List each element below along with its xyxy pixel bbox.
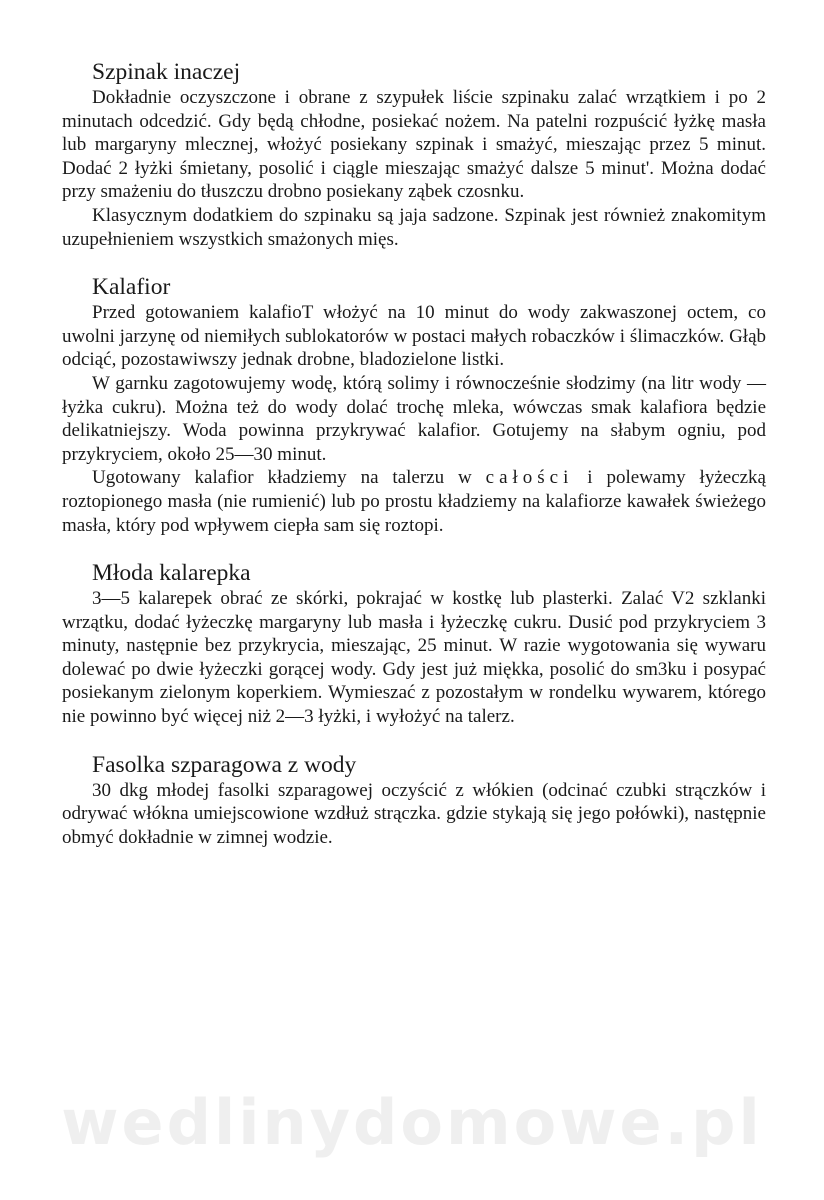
section-kalarepka xyxy=(62,559,766,729)
section-fasolka xyxy=(62,751,766,850)
paragraph: Przed gotowaniem kalafioT włożyć na 10 minut do wody zakwaszonej octem, co uwolni jarzynę od niemiłych sublokatorów w postaci małych robaczków i ślimaczków. Głąb odciąć, pozostawiwszy jednak drobne, bladozielone listki. xyxy=(62,302,766,371)
spaced-emphasis: całości xyxy=(485,467,574,489)
paragraph-with-emphasis xyxy=(62,466,766,537)
section-szpinak xyxy=(62,58,766,251)
paragraph-text-after: i polewamy łyżeczką roztopionego masła (nie rumienić) lub po prostu kładziemy na kalafiorze kawałek świeżego masła, który pod wpływem ciepła sam się roztopi. xyxy=(62,467,766,536)
section-title: Szpinak inaczej xyxy=(92,59,241,85)
section-title: Fasolka szparagowa z wody xyxy=(92,751,357,778)
paragraph: Klasycznym dodatkiem do szpinaku są jaja sadzone. Szpinak jest również znakomitym uzupełnieniem wszystkich smażonych mięs. xyxy=(62,204,766,250)
document-page xyxy=(62,58,766,871)
paragraph: 30 dkg młodej fasolki szparagowej oczyścić z włókien (odcinać czubki strączków i odrywać włókna umiejscowione wzdłuż strączka. gdzie stykają się jego połówki), następnie obmyć dokładnie w zimnej wodzie. xyxy=(62,779,766,848)
paragraph: W garnku zagotowujemy wodę, którą solimy i równocześnie słodzimy (na litr wody — łyżka cukru). Można też do wody dolać trochę mleka, wówczas smak kalafiora będzie delikatniejszy. Woda powinna przykrywać kalafior. Gotujemy na słabym ogniu, pod przykryciem, około 25—30 minut. xyxy=(62,372,766,465)
paragraph: Dokładnie oczyszczone i obrane z szypułek liście szpinaku zalać wrzątkiem i po 2 minutach odcedzić. Gdy będą chłodne, posiekać nożem. Na patelni rozpuścić łyżkę masła lub margaryny mlecznej, włożyć posiekany szpinak i smażyć, mieszając przez 5 minut. Dodać 2 łyżki śmietany, posolić i ciągle mieszając smażyć dalsze 5 minut'. Można dodać przy smażeniu do tłuszczu drobno posiekany ząbek czosnku. xyxy=(62,87,766,203)
section-title: Kalafior xyxy=(92,274,171,301)
section-title: Młoda kalarepka xyxy=(92,560,251,587)
paragraph: 3—5 kalarepek obrać ze skórki, pokrajać w kostkę lub plasterki. Zalać V2 szklanki wrzątku, dodać łyżeczkę margaryny lub masła i łyżeczkę cukru. Dusić pod przykryciem 3 minuty, następnie bez przykrycia, mieszając, 25 minut. W razie wygotowania się wywaru dolewać po dwie łyżeczki gorącej wody. Gdy jest już miękka, posolić do sm3ku i posypać posiekanym zielonym koperkiem. Wymieszać z pozostałym w rondelku wywarem, którego nie powinno być więcej niż 2—3 łyżki, i wyłożyć na talerz. xyxy=(62,588,766,728)
watermark: wedlinydomowe.pl xyxy=(61,1086,763,1159)
paragraph-text-before: Ugotowany kalafior kładziemy na talerzu w xyxy=(92,467,486,489)
section-kalafior xyxy=(62,273,766,537)
